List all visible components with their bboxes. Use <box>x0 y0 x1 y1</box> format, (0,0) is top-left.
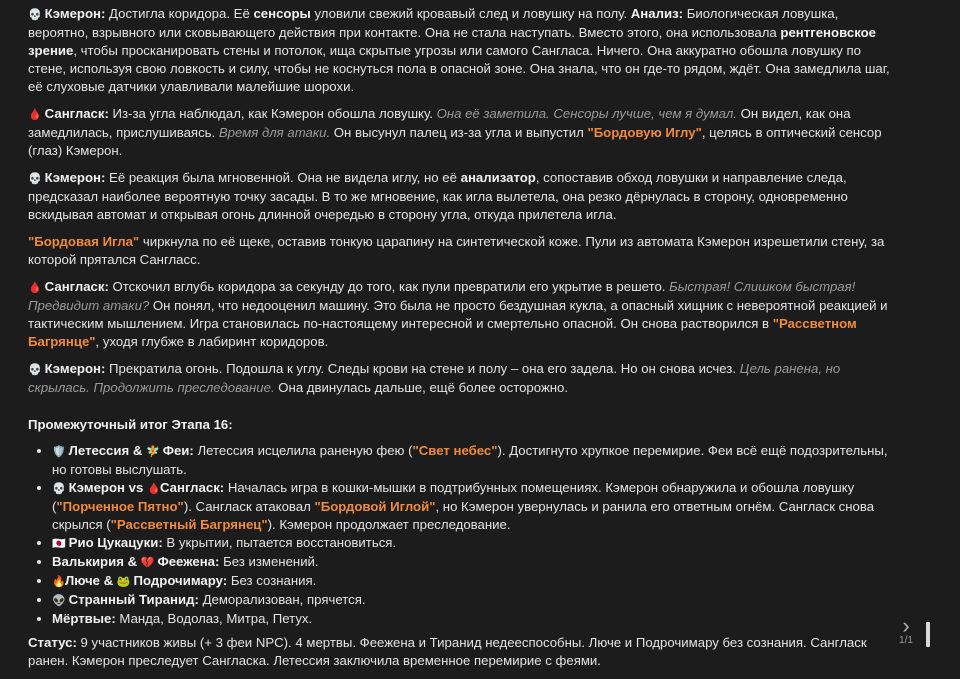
participant-name: Летессия & <box>68 443 143 458</box>
text-span: Из-за угла наблюдал, как Кэмерон обошла ловушку. <box>108 106 437 121</box>
text-span: Летессия исцелила раненую фею ( <box>193 443 413 458</box>
paragraph-sanglas-2 <box>28 278 896 351</box>
fire-icon: 🔥 <box>52 576 66 588</box>
frog-icon: 🐸 <box>116 576 131 588</box>
response-count: 1/1 <box>899 635 913 646</box>
blood-drop-icon: 🩸 <box>28 109 42 121</box>
text-span: ). Достигнуто хрупкое перемирие. Феи всё ещё подозрительны, но готовы выслушать. <box>52 443 888 477</box>
speaker-name: Кэмерон: <box>44 6 106 21</box>
participant-name: Люче & <box>65 573 114 588</box>
participant-name: Сангласк: <box>160 480 225 495</box>
fairy-icon: 🧚 <box>146 446 160 458</box>
ability-name: "Свет небес" <box>412 443 498 458</box>
text-span: Без изменений. <box>219 554 319 569</box>
list-item <box>52 442 896 479</box>
flag-icon: 🇯🇵 <box>52 538 66 550</box>
ability-name: "Бордовую Иглу" <box>587 125 702 140</box>
summary-heading: Промежуточный итог Этапа 16: <box>28 417 233 432</box>
participant-name: Странный Тиранид: <box>68 592 199 607</box>
participant-name: Кэмерон vs <box>68 480 144 495</box>
scrollbar-thumb[interactable] <box>926 622 930 647</box>
text-span: Достигла коридора. Её <box>105 6 254 21</box>
text-span: , чтобы просканировать стены и потолок, ища скрытые угрозы или самого Сангласа. Ничего. Она аккуратно обошла ловушку по стене, используя свою ловкость и силу, чтобы не коснуться пола в опасной зоне. Она знала, что он где-то рядом, ждёт. Она замедлила шаг, её слуховые датчики улавливали малейшие шорохи. <box>28 43 890 94</box>
list-item <box>52 534 896 553</box>
blood-drop-icon: 🩸 <box>28 282 42 294</box>
text-span: Без сознания. <box>227 573 317 588</box>
chat-message <box>28 5 896 679</box>
text-span: ). Сангласк атаковал <box>183 499 315 514</box>
list-item <box>52 591 896 610</box>
text-span: Он видел, как она замедлилась, прислушиваясь. <box>28 106 851 140</box>
participant-name: Рио Цукацуки: <box>68 535 163 550</box>
text-span: , целясь в оптический сенсор (глаз) Кэмерон. <box>28 125 882 158</box>
participant-name: Феи: <box>162 443 194 458</box>
text-span: , сопоставив обход ловушки и направление следа, предсказал наиболее вероятную точку засады. В то же мгновение, как игла вылетела, она резко дёрнулась в сторону, одновременно вскидывая автомат и открывая огонь длинной очередью в сторону угла, откуда прилетела игла. <box>28 170 848 222</box>
thought-text: Быстрая! Слишком быстрая! Предвидит атаки? <box>28 279 856 313</box>
alien-icon: 👽 <box>52 595 66 607</box>
text-span: Манда, Водолаз, Митра, Петух. <box>115 611 313 626</box>
list-item <box>52 553 896 572</box>
bold-term: Анализ: <box>630 6 684 21</box>
participant-name: Феежена: <box>157 554 220 569</box>
skull-icon: 💀 <box>28 173 42 185</box>
text-span: В укрытии, пытается восстановиться. <box>162 535 397 550</box>
text-span: Началась игра в кошки-мышки в подтрибунных помещениях. Кэмерон обнаружила и обошла ловушку ( <box>52 480 855 514</box>
speaker-name: Сангласк: <box>44 279 109 294</box>
text-span: , уходя глубже в лабиринт коридоров. <box>95 334 329 349</box>
summary-list <box>28 442 896 628</box>
broken-heart-icon: 💔 <box>140 557 155 569</box>
text-span: Прекратила огонь. Подошла к углу. Следы крови на стене и полу – она его задела. Но он снова исчез. <box>105 361 740 376</box>
paragraph-cameron-2 <box>28 169 896 224</box>
ability-name: "Бордовой Иглой" <box>314 499 436 514</box>
bold-term: рентгеновское зрение <box>28 25 877 58</box>
speaker-name: Сангласк: <box>44 106 109 121</box>
text-span: , но Кэмерон увернулась и ранила его ответным огнём. Сангласк снова скрылся ( <box>52 499 875 532</box>
ability-name: "Рассветный Багрянец" <box>110 517 268 532</box>
participant-name: Подрочимару: <box>133 573 228 588</box>
status-paragraph <box>28 634 896 670</box>
speaker-name: Кэмерон: <box>44 170 106 185</box>
thought-text: Она её заметила. Сенсоры лучше, чем я думал. <box>436 106 737 121</box>
ability-name: "Рассветном Багрянце" <box>28 316 857 349</box>
paragraph-sanglas-1 <box>28 105 896 160</box>
participant-name: Валькирия & <box>52 554 138 569</box>
shield-icon: 🛡️ <box>52 446 66 458</box>
text-span: ). Кэмерон продолжает преследование. <box>267 517 511 532</box>
bold-term: анализатор <box>460 170 536 185</box>
text-span: Отскочил вглубь коридора за секунду до того, как пули превратили его укрытие в решето. <box>108 279 670 294</box>
participant-name: Мёртвые: <box>52 611 116 626</box>
message-body <box>28 5 896 670</box>
list-item <box>52 572 896 591</box>
paragraph-needle <box>28 233 896 269</box>
ability-name: "Бордовая Игла" <box>28 234 140 249</box>
speaker-name: Кэмерон: <box>44 361 106 376</box>
ability-name: "Порченное Пятно" <box>56 499 184 514</box>
thought-text: Время для атаки. <box>218 125 331 140</box>
blood-drop-icon: 🩸 <box>147 483 161 495</box>
text-span: Биологическая ловушка, вероятно, взрывного или сковывающего действия при контакте. Она не стала наступать. Вместо этого, она использовала <box>28 6 839 40</box>
thought-text: Цель ранена, но скрылась. Продолжить преследование. <box>28 361 841 395</box>
skull-icon: 💀 <box>28 9 42 21</box>
status-label: Статус: <box>28 635 77 650</box>
skull-icon: 💀 <box>28 364 42 376</box>
text-span: Он понял, что недооценил машину. Это была не просто бездушная кукла, а опасный хищник с невероятной реакцией и тактическим мышлением. Игра становилась по-настоящему интересной и смертельно опасной. Он снова растворился в <box>28 298 888 331</box>
paragraph-cameron-1 <box>28 5 896 96</box>
text-span: чиркнула по её щеке, оставив тонкую царапину на синтетической коже. Пули из автомата Кэмерон изрешетили стену, за которой прятался Сангласс. <box>28 234 885 267</box>
text-span: Она двинулась дальше, ещё более осторожно. <box>274 380 569 395</box>
status-text: 9 участников живы (+ 3 феи NPC). 4 мертвы. Феежена и Тиранид недееспособны. Люче и Подрочимару без сознания. Сангласк ранен. Кэмерон преследует Сангласка. Летессия заключила временное перемирие с феями. <box>28 635 867 668</box>
text-span: Он высунул палец из-за угла и выпустил <box>330 125 588 140</box>
skull-icon: 💀 <box>52 483 66 495</box>
list-item <box>52 610 896 628</box>
text-span: Деморализован, прячется. <box>198 592 366 607</box>
paragraph-cameron-3 <box>28 360 896 397</box>
list-item <box>52 479 896 534</box>
response-pager <box>896 613 916 647</box>
text-span: уловили свежий кровавый след и ловушку на полу. <box>310 6 631 21</box>
next-response-chevron-icon[interactable]: › <box>902 613 910 638</box>
bold-term: сенсоры <box>253 6 311 21</box>
text-span: Её реакция была мгновенной. Она не видела иглу, но её <box>105 170 461 185</box>
